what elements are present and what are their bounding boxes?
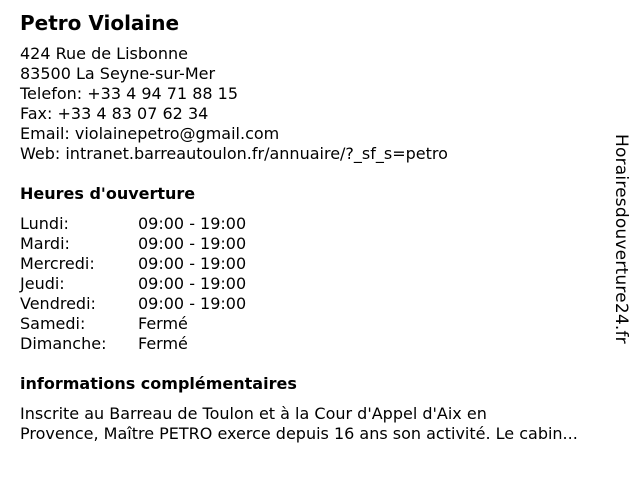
day-label: Lundi: [20,214,69,233]
hours-row-dimanche [20,334,246,354]
contact-block [20,44,448,164]
additional-info-title: informations complémentaires [20,374,297,393]
street-address: 424 Rue de Lisbonne [20,44,188,63]
hours-value: 09:00 - 19:00 [138,274,247,293]
hours-value: Fermé [138,334,188,353]
fax-number: Fax: +33 4 83 07 62 34 [20,104,209,123]
additional-info-text [20,404,632,444]
email-address: Email: violainepetro@gmail.com [20,124,280,143]
info-line: Provence, Maître PETRO exerce depuis 16 ans son activité. Le cabin... [20,424,578,443]
hours-row-mercredi [20,254,246,274]
hours-value: 09:00 - 19:00 [138,294,247,313]
hours-row-lundi [20,214,246,234]
day-label: Mardi: [20,234,70,253]
business-name: Petro Violaine [20,11,180,35]
phone-number: Telefon: +33 4 94 71 88 15 [20,84,239,103]
info-line: Inscrite au Barreau de Toulon et à la Cour d'Appel d'Aix en [20,404,487,423]
hours-value: 09:00 - 19:00 [138,254,247,273]
day-label: Jeudi: [20,274,65,293]
hours-row-mardi [20,234,246,254]
hours-row-vendredi [20,294,246,314]
hours-row-jeudi [20,274,246,294]
day-label: Dimanche: [20,334,107,353]
day-label: Samedi: [20,314,86,333]
hours-value: 09:00 - 19:00 [138,214,247,233]
opening-hours-table [20,214,246,354]
hours-value: 09:00 - 19:00 [138,234,247,253]
hours-value: Fermé [138,314,188,333]
website-url: Web: intranet.barreautoulon.fr/annuaire/?_sf_s=petro [20,144,448,163]
hours-row-samedi [20,314,246,334]
city-address: 83500 La Seyne-sur-Mer [20,64,216,83]
day-label: Mercredi: [20,254,95,273]
site-watermark: Horairesdouverture24.fr [611,134,631,344]
day-label: Vendredi: [20,294,96,313]
opening-hours-title: Heures d'ouverture [20,184,196,203]
